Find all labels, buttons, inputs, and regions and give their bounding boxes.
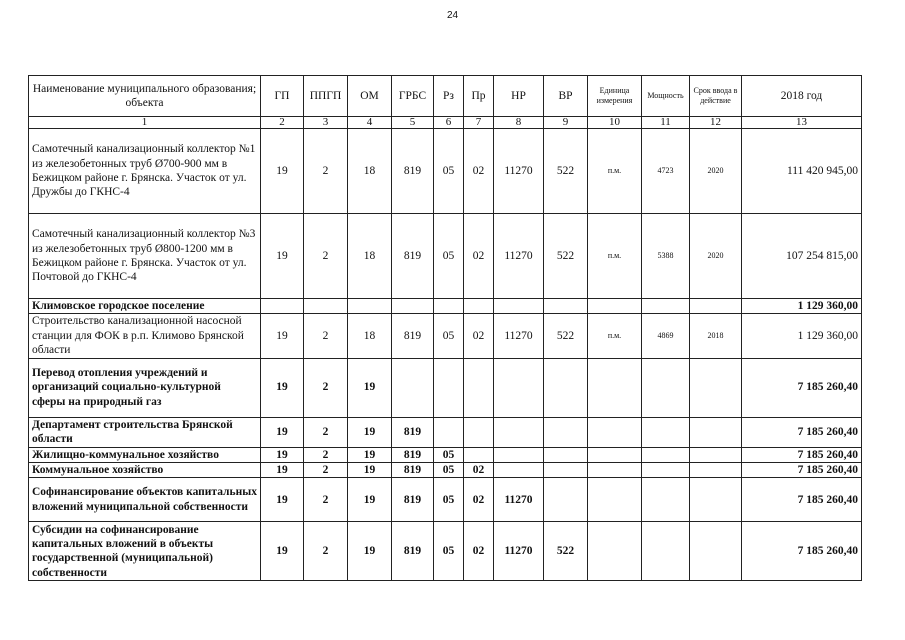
table-row xyxy=(29,417,862,447)
ppgp-cell: 2 xyxy=(304,447,348,462)
grbs-cell: 819 xyxy=(392,417,434,447)
pr-cell xyxy=(464,358,494,417)
header-nr: НР xyxy=(494,76,544,117)
header-gp: ГП xyxy=(261,76,304,117)
power-cell: 4723 xyxy=(642,129,690,214)
pr-cell: 02 xyxy=(464,129,494,214)
ppgp-cell: 2 xyxy=(304,129,348,214)
om-cell: 18 xyxy=(348,214,392,299)
unit-cell xyxy=(588,478,642,522)
amount-cell: 111 420 945,00 xyxy=(742,129,862,214)
header-amount-2018: 2018 год xyxy=(742,76,862,117)
rz-cell xyxy=(434,417,464,447)
unit-cell xyxy=(588,522,642,581)
pr-cell: 02 xyxy=(464,522,494,581)
grbs-cell: 819 xyxy=(392,447,434,462)
column-number: 10 xyxy=(588,117,642,129)
term-cell xyxy=(690,447,742,462)
amount-cell: 7 185 260,40 xyxy=(742,522,862,581)
table-row xyxy=(29,447,862,462)
gp-cell: 19 xyxy=(261,478,304,522)
ppgp-cell: 2 xyxy=(304,358,348,417)
rz-cell: 05 xyxy=(434,522,464,581)
ppgp-cell: 2 xyxy=(304,314,348,358)
unit-cell: п.м. xyxy=(588,214,642,299)
grbs-cell: 819 xyxy=(392,478,434,522)
table-row xyxy=(29,299,862,314)
unit-cell xyxy=(588,462,642,477)
term-cell xyxy=(690,522,742,581)
term-cell: 2020 xyxy=(690,214,742,299)
pr-cell xyxy=(464,417,494,447)
row-name-cell: Департамент строительства Брянской области xyxy=(29,417,261,447)
nr-cell: 11270 xyxy=(494,478,544,522)
column-number: 4 xyxy=(348,117,392,129)
unit-cell xyxy=(588,447,642,462)
header-term: Срок ввода в действие xyxy=(690,76,742,117)
power-cell xyxy=(642,358,690,417)
row-name-cell: Субсидии на софинансирование капитальных вложений в объекты государственной (муниципальной) собственности xyxy=(29,522,261,581)
gp-cell: 19 xyxy=(261,462,304,477)
rz-cell: 05 xyxy=(434,214,464,299)
power-cell: 5388 xyxy=(642,214,690,299)
nr-cell: 11270 xyxy=(494,522,544,581)
column-number: 3 xyxy=(304,117,348,129)
header-pr: Пр xyxy=(464,76,494,117)
vr-cell: 522 xyxy=(544,129,588,214)
term-cell xyxy=(690,358,742,417)
rz-cell: 05 xyxy=(434,447,464,462)
term-cell: 2020 xyxy=(690,129,742,214)
nr-cell xyxy=(494,358,544,417)
om-cell: 19 xyxy=(348,462,392,477)
column-number: 7 xyxy=(464,117,494,129)
unit-cell xyxy=(588,299,642,314)
vr-cell xyxy=(544,478,588,522)
header-unit: Единица измерения xyxy=(588,76,642,117)
term-cell: 2018 xyxy=(690,314,742,358)
rz-cell: 05 xyxy=(434,129,464,214)
nr-cell xyxy=(494,299,544,314)
gp-cell: 19 xyxy=(261,214,304,299)
row-name-cell: Жилищно-коммунальное хозяйство xyxy=(29,447,261,462)
header-vr: ВР xyxy=(544,76,588,117)
row-name-cell: Строительство канализационной насосной станции для ФОК в р.п. Климово Брянской области xyxy=(29,314,261,358)
row-name-cell: Коммунальное хозяйство xyxy=(29,462,261,477)
vr-cell xyxy=(544,358,588,417)
header-ppgp: ППГП xyxy=(304,76,348,117)
column-number-row xyxy=(29,117,862,129)
nr-cell: 11270 xyxy=(494,214,544,299)
column-number: 12 xyxy=(690,117,742,129)
ppgp-cell: 2 xyxy=(304,462,348,477)
pr-cell xyxy=(464,447,494,462)
om-cell: 19 xyxy=(348,447,392,462)
ppgp-cell: 2 xyxy=(304,522,348,581)
row-name-cell: Климовское городское поселение xyxy=(29,299,261,314)
row-name-cell: Самотечный канализационный коллектор №1 из железобетонных труб Ø700-900 мм в Бежицком районе г. Брянска. Участок от ул. Дружбы до ГКНС-4 xyxy=(29,129,261,214)
grbs-cell xyxy=(392,299,434,314)
grbs-cell xyxy=(392,358,434,417)
grbs-cell: 819 xyxy=(392,129,434,214)
column-number: 11 xyxy=(642,117,690,129)
amount-cell: 107 254 815,00 xyxy=(742,214,862,299)
pr-cell: 02 xyxy=(464,314,494,358)
vr-cell: 522 xyxy=(544,314,588,358)
pr-cell xyxy=(464,299,494,314)
amount-cell: 7 185 260,40 xyxy=(742,462,862,477)
om-cell: 19 xyxy=(348,417,392,447)
nr-cell: 11270 xyxy=(494,314,544,358)
column-number: 13 xyxy=(742,117,862,129)
gp-cell: 19 xyxy=(261,447,304,462)
rz-cell: 05 xyxy=(434,462,464,477)
column-number: 8 xyxy=(494,117,544,129)
header-power: Мощность xyxy=(642,76,690,117)
amount-cell: 1 129 360,00 xyxy=(742,314,862,358)
nr-cell xyxy=(494,417,544,447)
ppgp-cell: 2 xyxy=(304,478,348,522)
row-name-cell: Самотечный канализационный коллектор №3 из железобетонных труб Ø800-1200 мм в Бежицком районе г. Брянска. Участок от ул. Почтовой до ГКНС-4 xyxy=(29,214,261,299)
ppgp-cell: 2 xyxy=(304,214,348,299)
column-number: 9 xyxy=(544,117,588,129)
rz-cell: 05 xyxy=(434,314,464,358)
column-number: 6 xyxy=(434,117,464,129)
budget-table xyxy=(28,75,862,581)
grbs-cell: 819 xyxy=(392,462,434,477)
grbs-cell: 819 xyxy=(392,522,434,581)
power-cell: 4869 xyxy=(642,314,690,358)
amount-cell: 7 185 260,40 xyxy=(742,447,862,462)
vr-cell xyxy=(544,462,588,477)
amount-cell: 7 185 260,40 xyxy=(742,417,862,447)
power-cell xyxy=(642,522,690,581)
vr-cell xyxy=(544,417,588,447)
page-number: 24 xyxy=(446,10,459,21)
table-row xyxy=(29,358,862,417)
unit-cell xyxy=(588,358,642,417)
header-om: ОМ xyxy=(348,76,392,117)
amount-cell: 7 185 260,40 xyxy=(742,478,862,522)
om-cell xyxy=(348,299,392,314)
header-grbs: ГРБС xyxy=(392,76,434,117)
header-rz: Рз xyxy=(434,76,464,117)
table-row xyxy=(29,462,862,477)
power-cell xyxy=(642,462,690,477)
power-cell xyxy=(642,417,690,447)
row-name-cell: Софинансирование объектов капитальных вложений муниципальной собственности xyxy=(29,478,261,522)
om-cell: 19 xyxy=(348,358,392,417)
power-cell xyxy=(642,299,690,314)
gp-cell: 19 xyxy=(261,314,304,358)
table-row xyxy=(29,214,862,299)
om-cell: 19 xyxy=(348,522,392,581)
term-cell xyxy=(690,417,742,447)
term-cell xyxy=(690,478,742,522)
nr-cell: 11270 xyxy=(494,129,544,214)
amount-cell: 7 185 260,40 xyxy=(742,358,862,417)
grbs-cell: 819 xyxy=(392,314,434,358)
vr-cell xyxy=(544,447,588,462)
column-number: 5 xyxy=(392,117,434,129)
om-cell: 19 xyxy=(348,478,392,522)
column-number: 2 xyxy=(261,117,304,129)
term-cell xyxy=(690,462,742,477)
vr-cell: 522 xyxy=(544,522,588,581)
pr-cell: 02 xyxy=(464,462,494,477)
vr-cell: 522 xyxy=(544,214,588,299)
vr-cell xyxy=(544,299,588,314)
term-cell xyxy=(690,299,742,314)
unit-cell: п.м. xyxy=(588,129,642,214)
om-cell: 18 xyxy=(348,129,392,214)
grbs-cell: 819 xyxy=(392,214,434,299)
gp-cell: 19 xyxy=(261,358,304,417)
rz-cell: 05 xyxy=(434,478,464,522)
power-cell xyxy=(642,478,690,522)
gp-cell: 19 xyxy=(261,417,304,447)
header-name: Наименование муниципального образования; объекта xyxy=(29,76,261,117)
row-name-cell: Перевод отопления учреждений и организаций социально-культурной сферы на природный газ xyxy=(29,358,261,417)
ppgp-cell xyxy=(304,299,348,314)
amount-cell: 1 129 360,00 xyxy=(742,299,862,314)
pr-cell: 02 xyxy=(464,478,494,522)
unit-cell: п.м. xyxy=(588,314,642,358)
rz-cell xyxy=(434,358,464,417)
ppgp-cell: 2 xyxy=(304,417,348,447)
table-row xyxy=(29,314,862,358)
nr-cell xyxy=(494,447,544,462)
table-row xyxy=(29,522,862,581)
nr-cell xyxy=(494,462,544,477)
gp-cell: 19 xyxy=(261,129,304,214)
om-cell: 18 xyxy=(348,314,392,358)
pr-cell: 02 xyxy=(464,214,494,299)
column-number: 1 xyxy=(29,117,261,129)
rz-cell xyxy=(434,299,464,314)
gp-cell xyxy=(261,299,304,314)
power-cell xyxy=(642,447,690,462)
gp-cell: 19 xyxy=(261,522,304,581)
table-row xyxy=(29,478,862,522)
table-row xyxy=(29,129,862,214)
table-header-row xyxy=(29,76,862,117)
unit-cell xyxy=(588,417,642,447)
